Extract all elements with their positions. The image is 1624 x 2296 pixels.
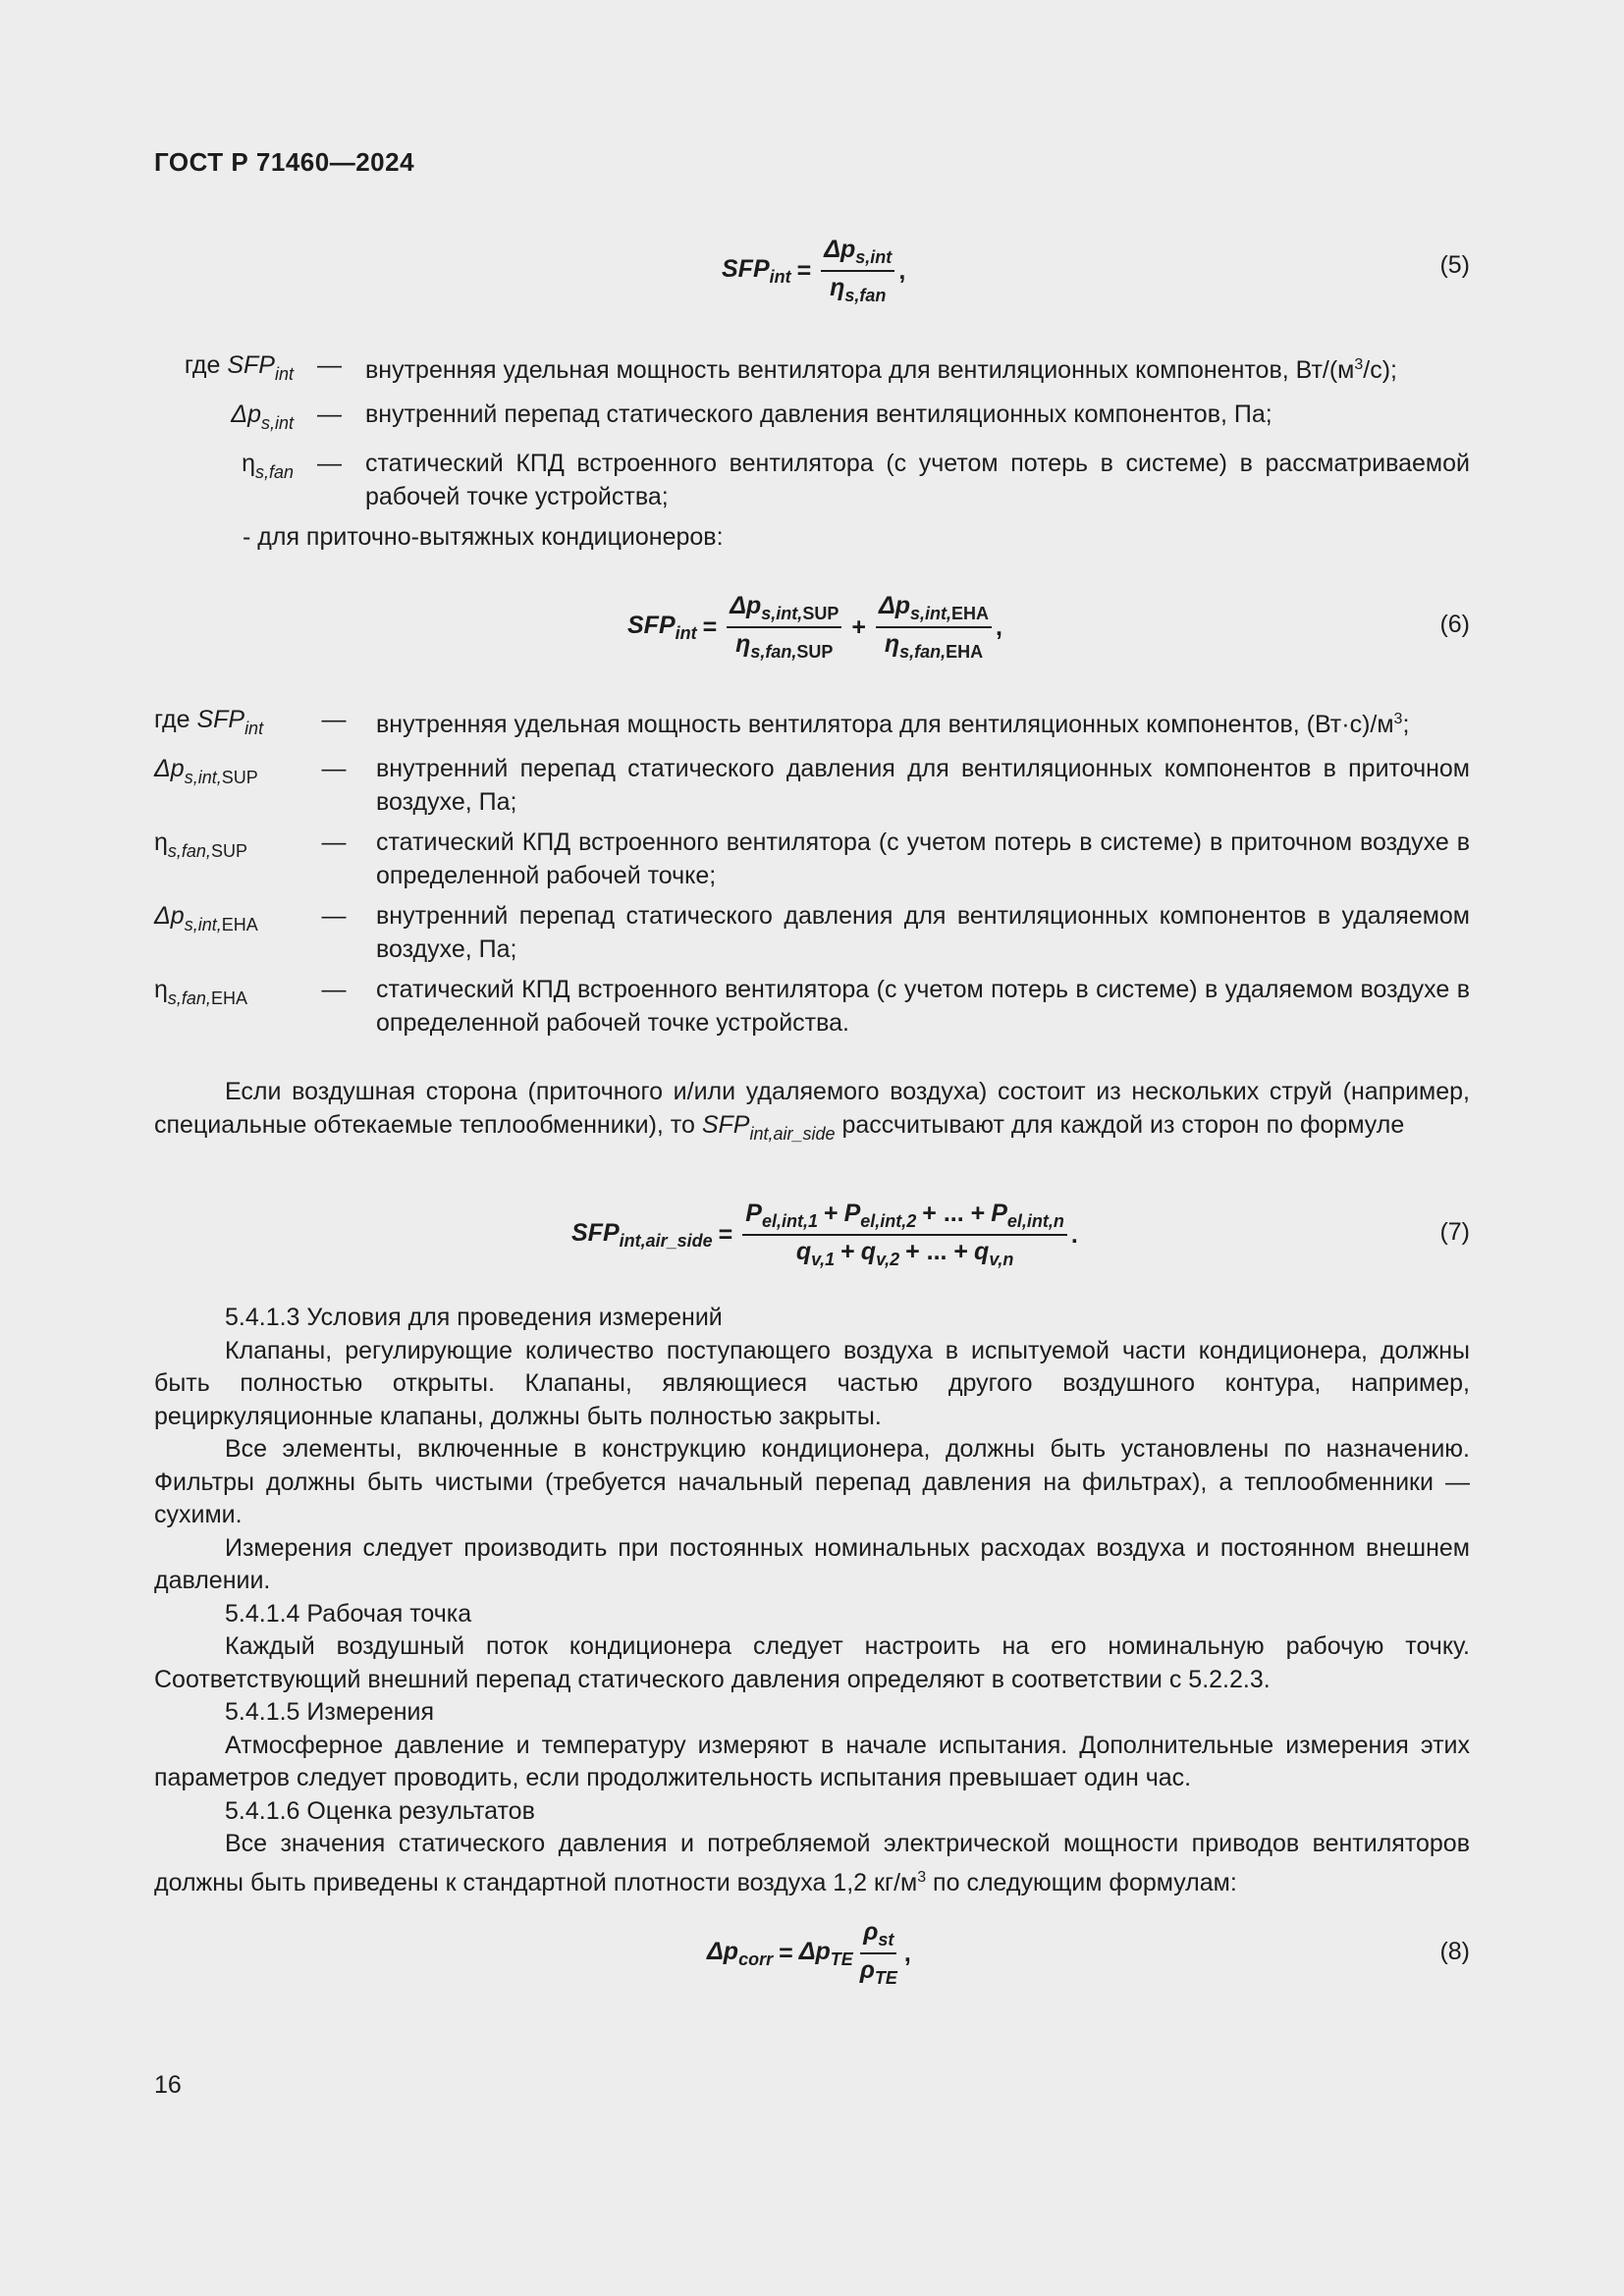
f6-fraction-eha: $\frac{\Delta p_{s,int,EHA}}{\eta_{s,fan,EHA}}$ bbox=[876, 592, 992, 663]
paragraph: Все значения статического давления и потребляемой электрической мощности приводов вентиляторов должны быть приведены к стандартной плотности воздуха 1,2 $кг/м^3$ по следующим формулам: bbox=[154, 1830, 1470, 1896]
paragraph: Каждый воздушный поток кондиционера следует настроить на его номинальную рабочую точку. Соответствующий внешний перепад статического давления определяют в соответствии с 5.2.2.3. bbox=[154, 1632, 1470, 1693]
legend-row: $\eta_{s,fan}$ — статический КПД встроенного вентилятора (с учетом потерь в системе) в рассматриваемой рабочей точке устройства; bbox=[242, 450, 1470, 510]
legend-row: $\Delta p_{s,int}$ — внутренний перепад статического давления вентиляционных компонентов, Па; bbox=[231, 400, 1272, 433]
paragraph: Атмосферное давление и температуру измеряют в начале испытания. Дополнительные измерения этих параметров следует проводить, если продолжительность испытания превышает один час. bbox=[154, 1731, 1470, 1791]
equation-number-5: (5) bbox=[1439, 251, 1470, 279]
legend-row: где $SFP_{int}$ — внутренняя удельная мощность вентилятора для вентиляционных компонентов, $Вт/(м^3/с)$; bbox=[184, 351, 1397, 384]
legend-row: $\eta_{s,fan,EHA}$ — статический КПД встроенного вентилятора (с учетом потерь в системе) в удаляемом воздухе в определенной рабочей точке устройства. bbox=[154, 976, 1470, 1037]
equation-number-6: (6) bbox=[1439, 611, 1470, 638]
paragraph-air-side: Если воздушная сторона (приточного и/или удаляемого воздуха) состоит из нескольких струй (например, специальные обтекаемые теплообменники), то $SFP_{int,air\_side}$ рассчитывают для каждой из сторон по формуле bbox=[154, 1078, 1470, 1144]
body-text bbox=[154, 1302, 1470, 1899]
section-heading: 5.4.1.5 Измерения bbox=[225, 1698, 435, 1726]
paragraph: Измерения следует производить при постоянных номинальных расходах воздуха и постоянном внешнем давлении. bbox=[154, 1533, 1470, 1594]
formula-5: $SFP_{int}$ = $\frac{\Delta p_{s,int}}{\eta_{s,fan}}$ , (5) bbox=[722, 236, 1470, 305]
f5-fraction: $\frac{\Delta p_{s,int}}{\eta_{s,fan}}$ bbox=[821, 236, 894, 306]
formula-8: $\Delta p_{corr}$ = $\Delta p_{TE}$ $\frac{\rho_{st}}{\rho_{TE}}$ , (8) bbox=[707, 1918, 1470, 1988]
legend-row: где $SFP_{int}$ — внутренняя удельная мощность вентилятора для вентиляционных компонентов, $(Вт\cdot с)/м^3$; bbox=[154, 706, 1410, 738]
page-number: 16 bbox=[154, 2071, 182, 2099]
legend-row: $\Delta p_{s,int,SUP}$ — внутренний перепад статического давления для вентиляционных компонентов в приточном воздухе, Па; bbox=[154, 755, 1470, 816]
f7-fraction: $\frac{P_{el,int,1} + P_{el,int,2} + ... + P_{el,int,n}}{q_{v,1} + q_{v,2} + ... + q_{v,n}}$ bbox=[742, 1200, 1067, 1270]
equation-number-8: (8) bbox=[1439, 1938, 1470, 1965]
f6-fraction-sup: $\frac{\Delta p_{s,int,SUP}}{\eta_{s,fan,SUP}}$ bbox=[727, 592, 841, 663]
paragraph: Клапаны, регулирующие количество поступающего воздуха в испытуемой части кондиционера, должны быть полностью открыты. Клапаны, являющиеся частью другого воздушного контура, например, рециркуляционные клапаны, должны быть полностью закрыты. bbox=[154, 1336, 1470, 1430]
document-header: ГОСТ Р 71460—2024 bbox=[154, 147, 415, 177]
paragraph: Все элементы, включенные в конструкцию кондиционера, должны быть установлены по назначению. Фильтры должны быть чистыми (требуется начальный перепад давления на фильтрах), а теплообменники — сухими. bbox=[154, 1435, 1470, 1528]
section-heading: 5.4.1.6 Оценка результатов bbox=[225, 1796, 535, 1825]
f8-fraction: $\frac{\rho_{st}}{\rho_{TE}}$ bbox=[859, 1918, 897, 1988]
f5-lhs: $SFP_{int}$ bbox=[722, 254, 791, 287]
formula-6: $SFP_{int}$ = $\frac{\Delta p_{s,int,SUP}}{\eta_{s,fan,SUP}}$ + $\frac{\Delta p_{s,int,EHA}}{\eta_{s,fan,EHA}}$ , (6) bbox=[627, 592, 1470, 662]
legend-row: $\eta_{s,fan,SUP}$ — статический КПД встроенного вентилятора (с учетом потерь в системе) в приточном воздухе в определенной рабочей точке; bbox=[154, 828, 1470, 889]
section-heading: 5.4.1.4 Рабочая точка bbox=[225, 1599, 472, 1628]
section-heading: 5.4.1.3 Условия для проведения измерений bbox=[225, 1304, 723, 1331]
formula-7: $SFP_{int,air\_side}$ = $\frac{P_{el,int,1} + P_{el,int,2} + ... + P_{el,int,n}}{q_{v,1} + q_{v,2} + ... + q_{v,n}}$ . (7) bbox=[571, 1200, 1470, 1269]
legend-formula-6 bbox=[154, 703, 1470, 1046]
legend-formula-5 bbox=[154, 348, 1470, 554]
equation-number-7: (7) bbox=[1439, 1218, 1470, 1246]
legend-row: $\Delta p_{s,int,EHA}$ — внутренний перепад статического давления для вентиляционных компонентов в удаляемом воздухе, Па; bbox=[154, 902, 1470, 963]
intro-formula-6: - для приточно-вытяжных кондиционеров: bbox=[243, 523, 724, 551]
